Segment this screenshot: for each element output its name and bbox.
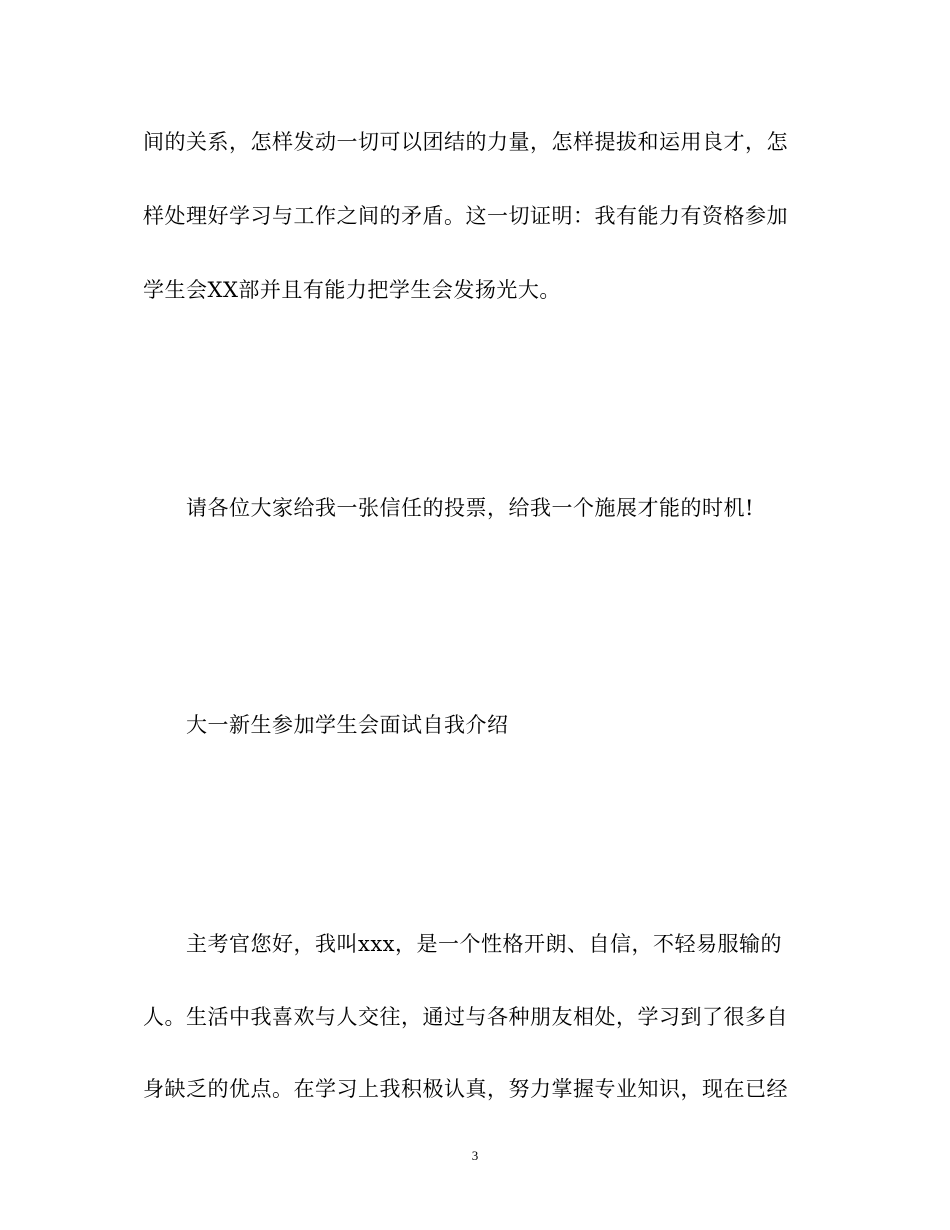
paragraph-3-line-2: 人。生活中我喜欢与人交往，通过与各种朋友相处，学习到了很多自 (143, 1005, 788, 1029)
paragraph-2-line-1: 请各位大家给我一张信任的投票，给我一个施展才能的时机! (186, 496, 754, 520)
paragraph-1-line-1: 间的关系，怎样发动一切可以团结的力量，怎样提拔和运用良才，怎 (143, 130, 788, 154)
paragraph-3-line-1: 主考官您好，我叫xxx，是一个性格开朗、自信，不轻易服输的 (186, 932, 783, 956)
paragraph-1-line-2: 样处理好学习与工作之间的矛盾。这一切证明：我有能力有资格参加 (143, 204, 788, 228)
section-heading: 大一新生参加学生会面试自我介绍 (186, 713, 509, 737)
paragraph-1-line-3: 学生会XX部并且有能力把学生会发扬光大。 (143, 278, 561, 302)
page-number: 3 (471, 1148, 479, 1163)
paragraph-3-line-3: 身缺乏的优点。在学习上我积极认真，努力掌握专业知识，现在已经 (143, 1077, 788, 1101)
